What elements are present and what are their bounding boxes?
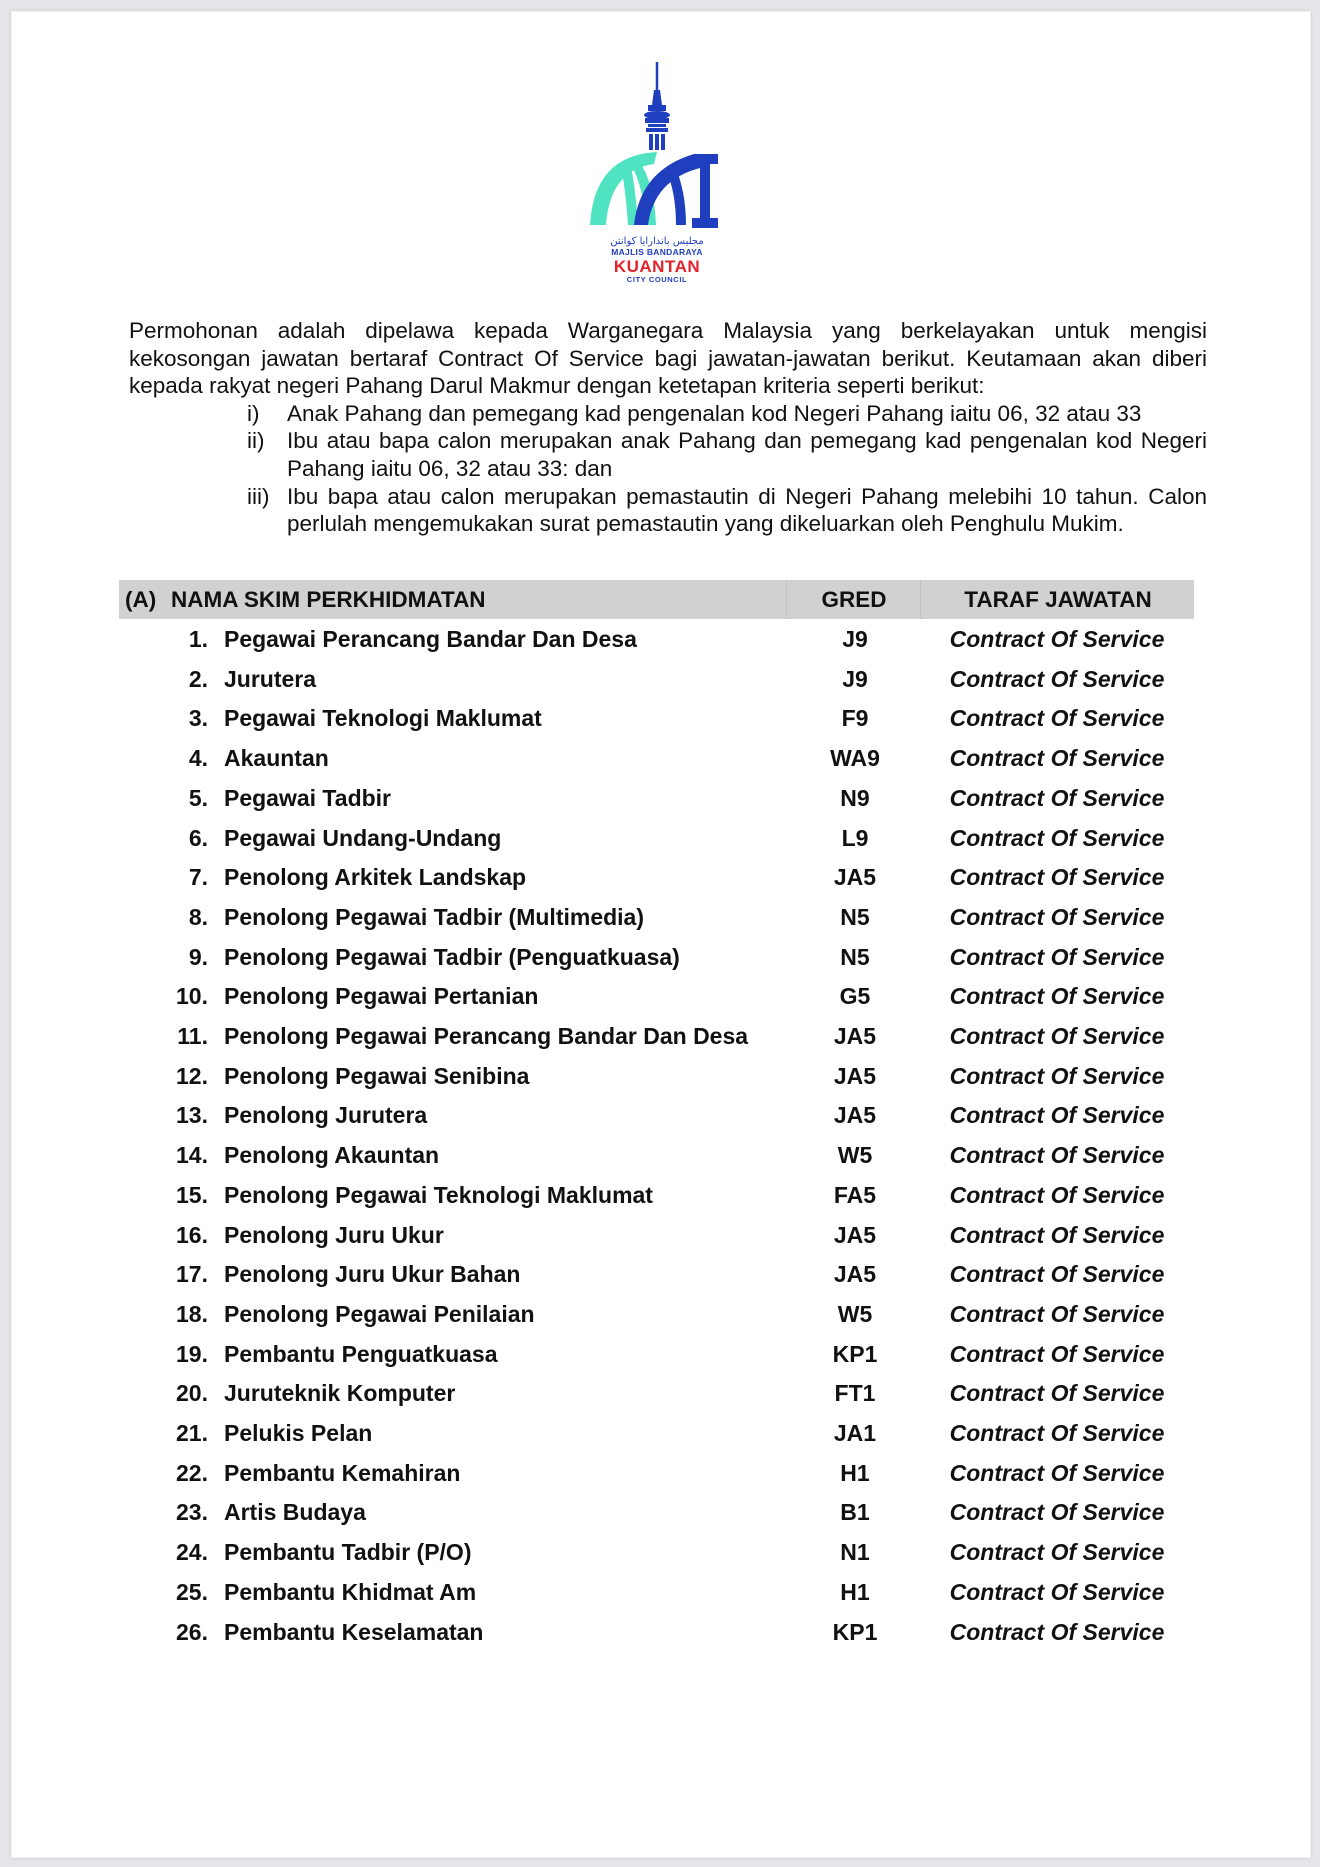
taraf-cell: Contract Of Service [949, 864, 1165, 891]
table-row [0, 1017, 1320, 1057]
row-number: 24. [176, 1539, 208, 1566]
table-row [0, 1335, 1320, 1375]
grade-cell: W5 [837, 1300, 873, 1327]
taraf-cell: Contract Of Service [949, 903, 1165, 930]
grade-cell: J9 [842, 665, 868, 692]
header-scheme-name [125, 580, 486, 619]
row-number: 16. [176, 1221, 208, 1248]
scheme-name: Pegawai Tadbir [224, 784, 392, 811]
table-row [0, 858, 1320, 898]
header-taraf: TARAF JAWATAN [920, 580, 1195, 619]
scheme-name: Penolong Pegawai Perancang Bandar Dan Desa [224, 1023, 749, 1049]
grade-cell: KP1 [832, 1618, 878, 1645]
row-number: 20. [176, 1380, 208, 1407]
grade-cell: JA5 [833, 1023, 877, 1049]
table-row [0, 977, 1320, 1017]
criteria-item [129, 483, 1207, 538]
row-number: 1. [188, 626, 208, 652]
row-number: 6. [188, 824, 208, 851]
table-row [0, 1493, 1320, 1533]
scheme-name: Penolong Pegawai Penilaian [224, 1300, 535, 1327]
criteria-text: Ibu atau bapa calon merupakan anak Pahang dan pemegang kad pengenalan kod Negeri Pahang iaitu 06, 32 atau 33: dan [287, 428, 1207, 481]
table-row [0, 739, 1320, 779]
table-row [0, 660, 1320, 700]
grade-cell: WA9 [830, 745, 880, 772]
criteria-marker: i) [247, 400, 260, 426]
row-number: 22. [176, 1459, 208, 1486]
grade-cell: F9 [841, 705, 869, 732]
grade-cell: JA5 [833, 1102, 877, 1129]
table-row [0, 898, 1320, 938]
table-row [0, 1573, 1320, 1613]
row-number: 14. [176, 1142, 208, 1169]
table-row [0, 620, 1320, 660]
table-row [0, 1374, 1320, 1414]
table-row [0, 1216, 1320, 1256]
grade-cell: H1 [840, 1578, 870, 1605]
taraf-cell: Contract Of Service [949, 1142, 1165, 1169]
taraf-cell: Contract Of Service [949, 1578, 1165, 1605]
row-number: 18. [176, 1300, 208, 1327]
taraf-cell: Contract Of Service [949, 1340, 1165, 1367]
taraf-cell: Contract Of Service [949, 1023, 1165, 1049]
row-number: 13. [176, 1102, 208, 1129]
table-row [0, 819, 1320, 859]
grade-cell: B1 [840, 1499, 870, 1526]
scheme-name: Penolong Juru Ukur Bahan [224, 1261, 521, 1288]
row-number: 25. [176, 1578, 208, 1605]
taraf-cell: Contract Of Service [949, 626, 1165, 652]
scheme-name: Penolong Pegawai Tadbir (Penguatkuasa) [224, 943, 680, 970]
row-number: 4. [188, 745, 208, 772]
taraf-cell: Contract Of Service [949, 1300, 1165, 1327]
scheme-name: Pembantu Penguatkuasa [224, 1340, 498, 1367]
scheme-name: Juruteknik Komputer [224, 1380, 456, 1407]
table-row [0, 938, 1320, 978]
taraf-cell: Contract Of Service [949, 784, 1165, 811]
row-number: 12. [176, 1062, 208, 1089]
grade-cell: JA1 [833, 1420, 877, 1446]
taraf-cell: Contract Of Service [949, 943, 1165, 970]
taraf-cell: Contract Of Service [949, 1499, 1165, 1526]
table-row [0, 1136, 1320, 1176]
scheme-name: Akauntan [224, 745, 329, 772]
taraf-cell: Contract Of Service [949, 1102, 1165, 1129]
scheme-name: Penolong Pegawai Teknologi Maklumat [224, 1181, 653, 1208]
table-row [0, 699, 1320, 739]
table-header [119, 580, 1194, 619]
table-row [0, 1533, 1320, 1573]
criteria-text: Anak Pahang dan pemegang kad pengenalan kod Negeri Pahang iaitu 06, 32 atau 33 [287, 400, 1142, 426]
scheme-name: Pegawai Undang-Undang [224, 824, 502, 851]
row-number: 15. [176, 1181, 208, 1208]
row-number: 26. [176, 1618, 208, 1645]
taraf-cell: Contract Of Service [949, 705, 1165, 732]
row-number: 9. [188, 943, 208, 970]
scheme-name: Penolong Jurutera [224, 1102, 428, 1129]
section-label: (A) [125, 587, 157, 612]
row-number: 21. [176, 1420, 208, 1446]
scheme-name: Pembantu Tadbir (P/O) [224, 1539, 472, 1566]
scheme-name: Pegawai Teknologi Maklumat [224, 705, 542, 732]
taraf-cell: Contract Of Service [949, 1181, 1165, 1208]
svg-text:MAJLIS BANDARAYA: MAJLIS BANDARAYA [611, 247, 703, 257]
grade-cell: JA5 [833, 864, 877, 891]
grade-cell: N5 [840, 943, 870, 970]
taraf-cell: Contract Of Service [949, 1062, 1165, 1089]
table-row [0, 1057, 1320, 1097]
grade-cell: N5 [840, 903, 870, 930]
scheme-name: Artis Budaya [224, 1499, 366, 1526]
table-row [0, 1255, 1320, 1295]
taraf-cell: Contract Of Service [949, 665, 1165, 692]
criteria-item [129, 427, 1207, 482]
scheme-name: Pembantu Khidmat Am [224, 1578, 477, 1605]
svg-text:CITY COUNCIL: CITY COUNCIL [626, 275, 688, 284]
row-number: 10. [176, 983, 208, 1010]
scheme-name: Pelukis Pelan [224, 1420, 373, 1446]
scheme-name: Penolong Akauntan [224, 1142, 440, 1169]
grade-cell: FT1 [834, 1380, 876, 1407]
header-name-label: NAMA SKIM PERKHIDMATAN [171, 587, 486, 612]
row-number: 5. [188, 784, 208, 811]
table-row [0, 1295, 1320, 1335]
criteria-marker: iii) [247, 483, 270, 509]
row-number: 2. [188, 665, 208, 692]
table-row [0, 779, 1320, 819]
grade-cell: W5 [837, 1142, 873, 1169]
scheme-name: Pembantu Keselamatan [224, 1618, 484, 1645]
grade-cell: H1 [840, 1459, 870, 1486]
taraf-cell: Contract Of Service [949, 1380, 1165, 1407]
taraf-cell: Contract Of Service [949, 1261, 1165, 1288]
scheme-name: Jurutera [224, 665, 317, 692]
grade-cell: N9 [840, 784, 870, 811]
table-row [0, 1096, 1320, 1136]
taraf-cell: Contract Of Service [949, 745, 1165, 772]
scheme-name: Pegawai Perancang Bandar Dan Desa [224, 626, 637, 652]
table-row [0, 1454, 1320, 1494]
grade-cell: L9 [841, 824, 869, 851]
taraf-cell: Contract Of Service [949, 1539, 1165, 1566]
logo-emblem-icon [582, 60, 732, 285]
taraf-cell: Contract Of Service [949, 824, 1165, 851]
grade-cell: FA5 [833, 1181, 877, 1208]
grade-cell: N1 [840, 1539, 870, 1566]
kuantan-city-council-logo [582, 60, 732, 285]
grade-cell: JA5 [833, 1221, 877, 1248]
scheme-name: Penolong Pegawai Senibina [224, 1062, 530, 1089]
header-grade: GRED [786, 580, 921, 619]
criteria-marker: ii) [247, 428, 265, 454]
row-number: 17. [176, 1261, 208, 1288]
scheme-name: Penolong Juru Ukur [224, 1221, 444, 1248]
svg-text:KUANTAN: KUANTAN [613, 257, 701, 276]
criteria-text: Ibu bapa atau calon merupakan pemastautin di Negeri Pahang melebihi 10 tahun. Calon perlulah mengemukakan surat pemastautin yang dikeluarkan oleh Penghulu Mukim. [287, 483, 1207, 537]
grade-cell: J9 [842, 626, 868, 652]
row-number: 23. [176, 1499, 208, 1526]
row-number: 7. [188, 864, 208, 891]
taraf-cell: Contract Of Service [949, 1618, 1165, 1645]
row-number: 8. [188, 903, 208, 930]
grade-cell: JA5 [833, 1261, 877, 1288]
table-row [0, 1414, 1320, 1454]
grade-cell: JA5 [833, 1062, 877, 1089]
scheme-name: Penolong Arkitek Landskap [224, 864, 527, 891]
row-number: 11. [177, 1023, 208, 1049]
criteria-item [129, 400, 1207, 428]
scheme-name: Pembantu Kemahiran [224, 1459, 461, 1486]
table-row [0, 1613, 1320, 1653]
taraf-cell: Contract Of Service [949, 1420, 1165, 1446]
taraf-cell: Contract Of Service [949, 983, 1165, 1010]
grade-cell: G5 [839, 983, 871, 1010]
scheme-name: Penolong Pegawai Pertanian [224, 983, 539, 1010]
svg-text:مجليس باندارايا كوانتن: مجليس باندارايا كوانتن [610, 236, 704, 247]
scheme-name: Penolong Pegawai Tadbir (Multimedia) [224, 903, 644, 930]
taraf-cell: Contract Of Service [949, 1221, 1165, 1248]
row-number: 3. [188, 705, 208, 732]
table-row [0, 1176, 1320, 1216]
intro-paragraph: Permohonan adalah dipelawa kepada Warganegara Malaysia yang berkelayakan untuk mengisi kekosongan jawatan bertaraf Contract Of Service bagi jawatan-jawatan berikut. Keutamaan akan diberi kepada rakyat negeri Pahang Darul Makmur dengan ketetapan kriteria seperti berikut: [129, 318, 1207, 399]
grade-cell: KP1 [832, 1340, 878, 1367]
criteria-list [129, 400, 1207, 538]
intro-section [129, 317, 1207, 538]
row-number: 19. [176, 1340, 208, 1367]
taraf-cell: Contract Of Service [949, 1459, 1165, 1486]
